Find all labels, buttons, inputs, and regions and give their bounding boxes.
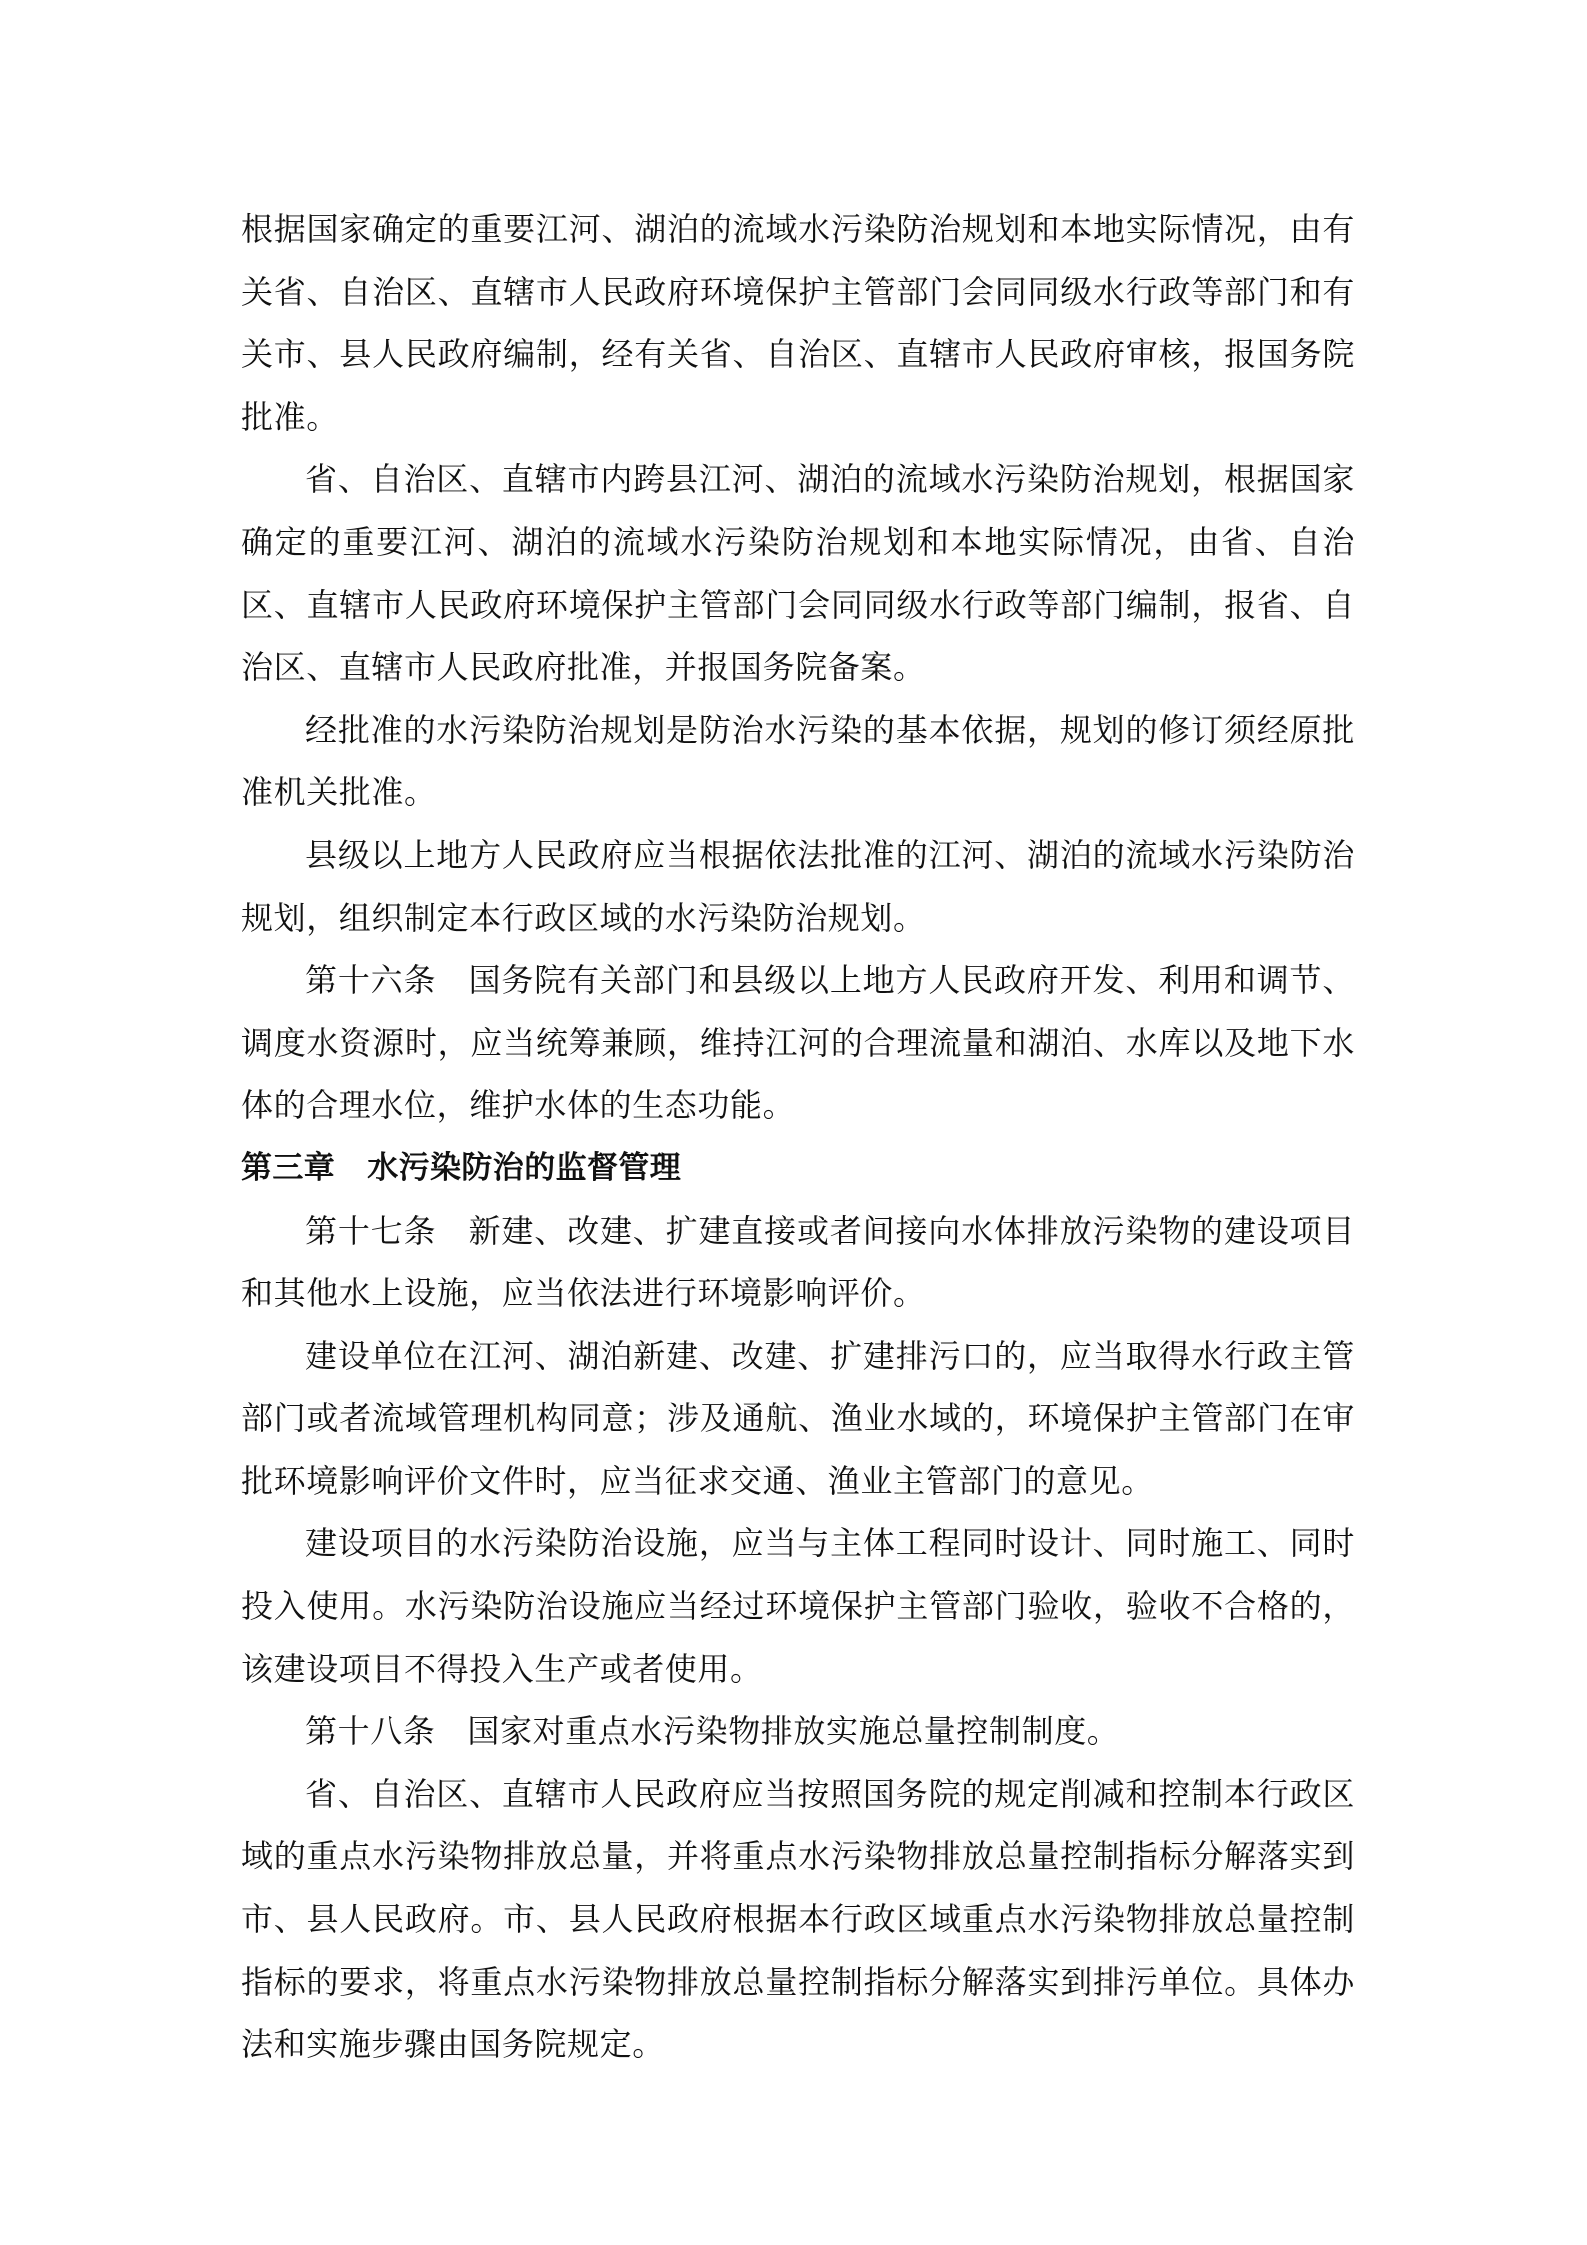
article-text: 国家对重点水污染物排放实施总量控制制度。 (467, 1712, 1120, 1751)
article-label: 第十八条 (305, 1712, 436, 1751)
paragraph-prevention-facilities: 建设项目的水污染防治设施，应当与主体工程同时设计、同时施工、同时投入使用。水污染防治设施应当经过环境保护主管部门验收，验收不合格的，该建设项目不得投入生产或者使用。 (241, 1524, 1355, 1688)
chapter-label: 第三章 (241, 1149, 336, 1186)
paragraph-cross-county-plan: 省、自治区、直辖市内跨县江河、湖泊的流域水污染防治规划，根据国家确定的重要江河、湖泊的流域水污染防治规划和本地实际情况，由省、自治区、直辖市人民政府环境保护主管部门会同同级水行政等部门编制，报省、自治区、直辖市人民政府批准，并报国务院备案。 (241, 460, 1355, 687)
article-16 (241, 949, 1355, 1137)
paragraph-total-control: 省、自治区、直辖市人民政府应当按照国务院的规定削减和控制本行政区域的重点水污染物排放总量，并将重点水污染物排放总量控制指标分解落实到市、县人民政府。市、县人民政府根据本行政区域重点水污染物排放总量控制指标的要求，将重点水污染物排放总量控制指标分解落实到排污单位。具体办法和实施步骤由国务院规定。 (241, 1774, 1355, 2064)
chapter-title: 水污染防治的监督管理 (367, 1149, 682, 1186)
article-label: 第十七条 (305, 1211, 437, 1250)
paragraph-sewage-outlet: 建设单位在江河、湖泊新建、改建、扩建排污口的，应当取得水行政主管部门或者流域管理机构同意；涉及通航、渔业水域的，环境保护主管部门在审批环境影响评价文件时，应当征求交通、渔业主管部门的意见。 (241, 1336, 1355, 1500)
article-label: 第十六条 (305, 961, 437, 1000)
article-text: 新建、改建、扩建直接或者间接向水体排放污染物的建设项目和其他水上设施，应当依法进行环境影响评价。 (241, 1211, 1355, 1313)
document-body (241, 198, 1355, 2076)
paragraph-local-plan: 县级以上地方人民政府应当根据依法批准的江河、湖泊的流域水污染防治规划，组织制定本行政区域的水污染防治规划。 (241, 835, 1355, 937)
paragraph-plan-compilation: 根据国家确定的重要江河、湖泊的流域水污染防治规划和本地实际情况，由有关省、自治区、直辖市人民政府环境保护主管部门会同同级水行政等部门和有关市、县人民政府编制，经有关省、自治区、直辖市人民政府审核，报国务院批准。 (241, 210, 1355, 436)
article-text: 国务院有关部门和县级以上地方人民政府开发、利用和调节、调度水资源时，应当统筹兼顾，维持江河的合理流量和湖泊、水库以及地下水体的合理水位，维护水体的生态功能。 (241, 961, 1355, 1125)
article-18 (241, 1700, 1355, 1763)
paragraph-plan-basis: 经批准的水污染防治规划是防治水污染的基本依据，规划的修订须经原批准机关批准。 (241, 710, 1355, 812)
article-17 (241, 1200, 1355, 1325)
chapter-heading (241, 1137, 1355, 1200)
